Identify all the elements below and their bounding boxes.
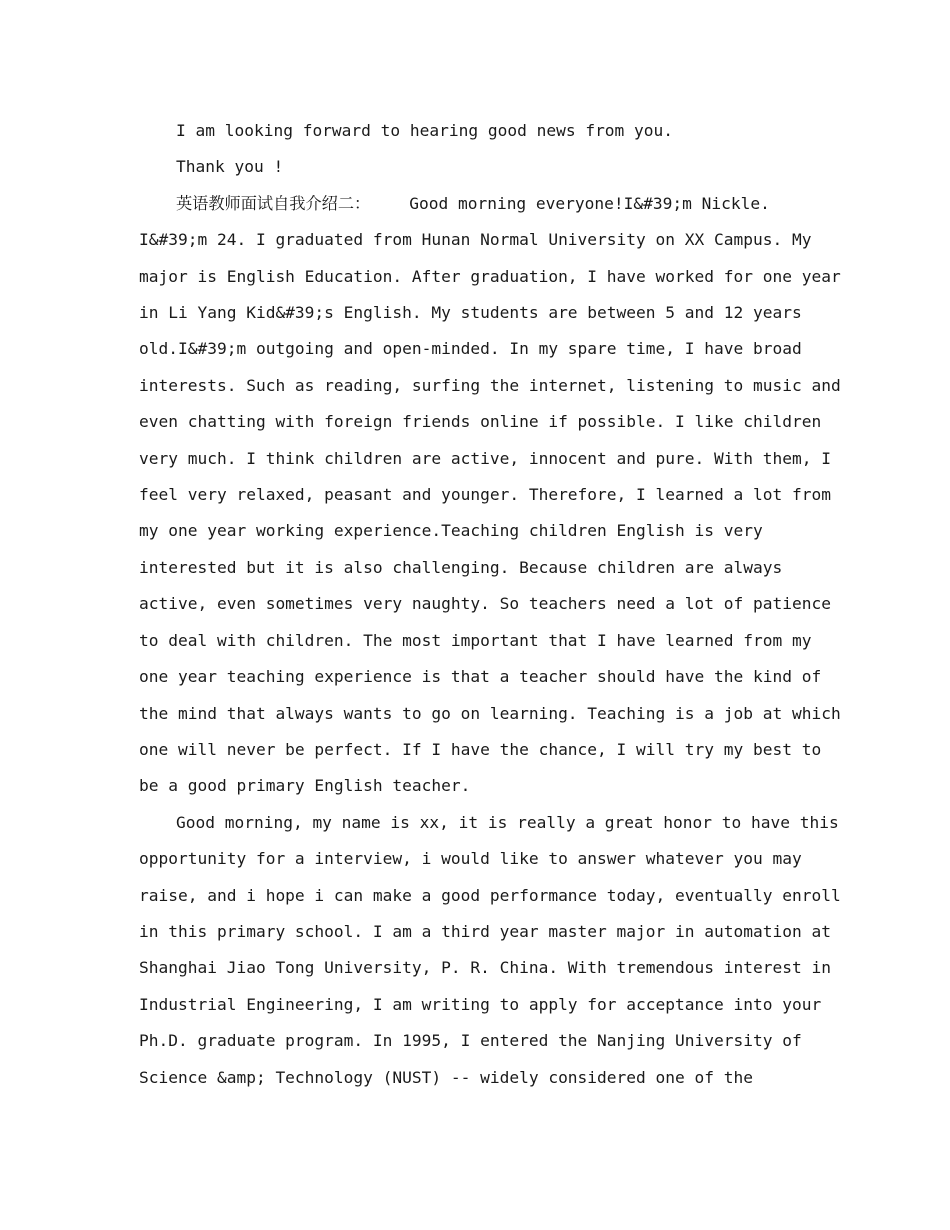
closing-paragraph [139, 113, 815, 149]
text-line: Industrial Engineering, I am writing to apply for acceptance into your [139, 994, 822, 1014]
text-line: one year teaching experience is that a teacher should have the kind of [139, 667, 822, 687]
text-line: one will never be perfect. If I have the chance, I will try my best to [139, 739, 822, 759]
text-line: be a good primary English teacher. [139, 776, 471, 796]
text-line: Science &amp; Technology (NUST) -- widely considered one of the [139, 1067, 753, 1087]
text-line: 英语教师面试自我介绍二： Good morning everyone!I&#39;m Nickle. [176, 193, 770, 213]
text-line: I am looking forward to hearing good news from you. [176, 121, 674, 140]
text-line: even chatting with foreign friends online if possible. I like children [139, 412, 822, 432]
text-line: feel very relaxed, peasant and younger. Therefore, I learned a lot from [139, 485, 831, 505]
text-line: Shanghai Jiao Tong University, P. R. China. With tremendous interest in [139, 958, 831, 978]
interview-paragraph [139, 805, 841, 1096]
document-body [139, 113, 841, 1096]
text-line: in this primary school. I am a third year master major in automation at [139, 921, 831, 941]
text-line: to deal with children. The most important that I have learned from my [139, 630, 812, 650]
text-line: opportunity for a interview, i would like to answer whatever you may [139, 849, 802, 869]
text-line: Ph.D. graduate program. In 1995, I entered the Nanjing University of [139, 1031, 802, 1051]
text-line: in Li Yang Kid&#39;s English. My students are between 5 and 12 years [139, 303, 802, 323]
text-line: active, even sometimes very naughty. So teachers need a lot of patience [139, 594, 831, 614]
text-line: my one year working experience.Teaching children English is very [139, 521, 763, 541]
text-line: old.I&#39;m outgoing and open-minded. In my spare time, I have broad [139, 339, 802, 359]
text-line: raise, and i hope i can make a good performance today, eventually enroll [139, 885, 841, 905]
text-line: major is English Education. After graduation, I have worked for one year [139, 266, 841, 286]
text-line: interests. Such as reading, surfing the internet, listening to music and [139, 375, 841, 395]
text-line: interested but it is also challenging. Because children are always [139, 557, 783, 577]
text-line: I&#39;m 24. I graduated from Hunan Normal University on XX Campus. My [139, 230, 812, 250]
text-line: the mind that always wants to go on learning. Teaching is a job at which [139, 703, 841, 723]
text-line: very much. I think children are active, innocent and pure. With them, I [139, 448, 831, 468]
text-line: Thank you ! [176, 157, 284, 177]
text-line: Good morning, my name is xx, it is really a great honor to have this [176, 812, 839, 832]
self-introduction-two-paragraph [139, 186, 841, 805]
thanks-paragraph [139, 149, 815, 185]
